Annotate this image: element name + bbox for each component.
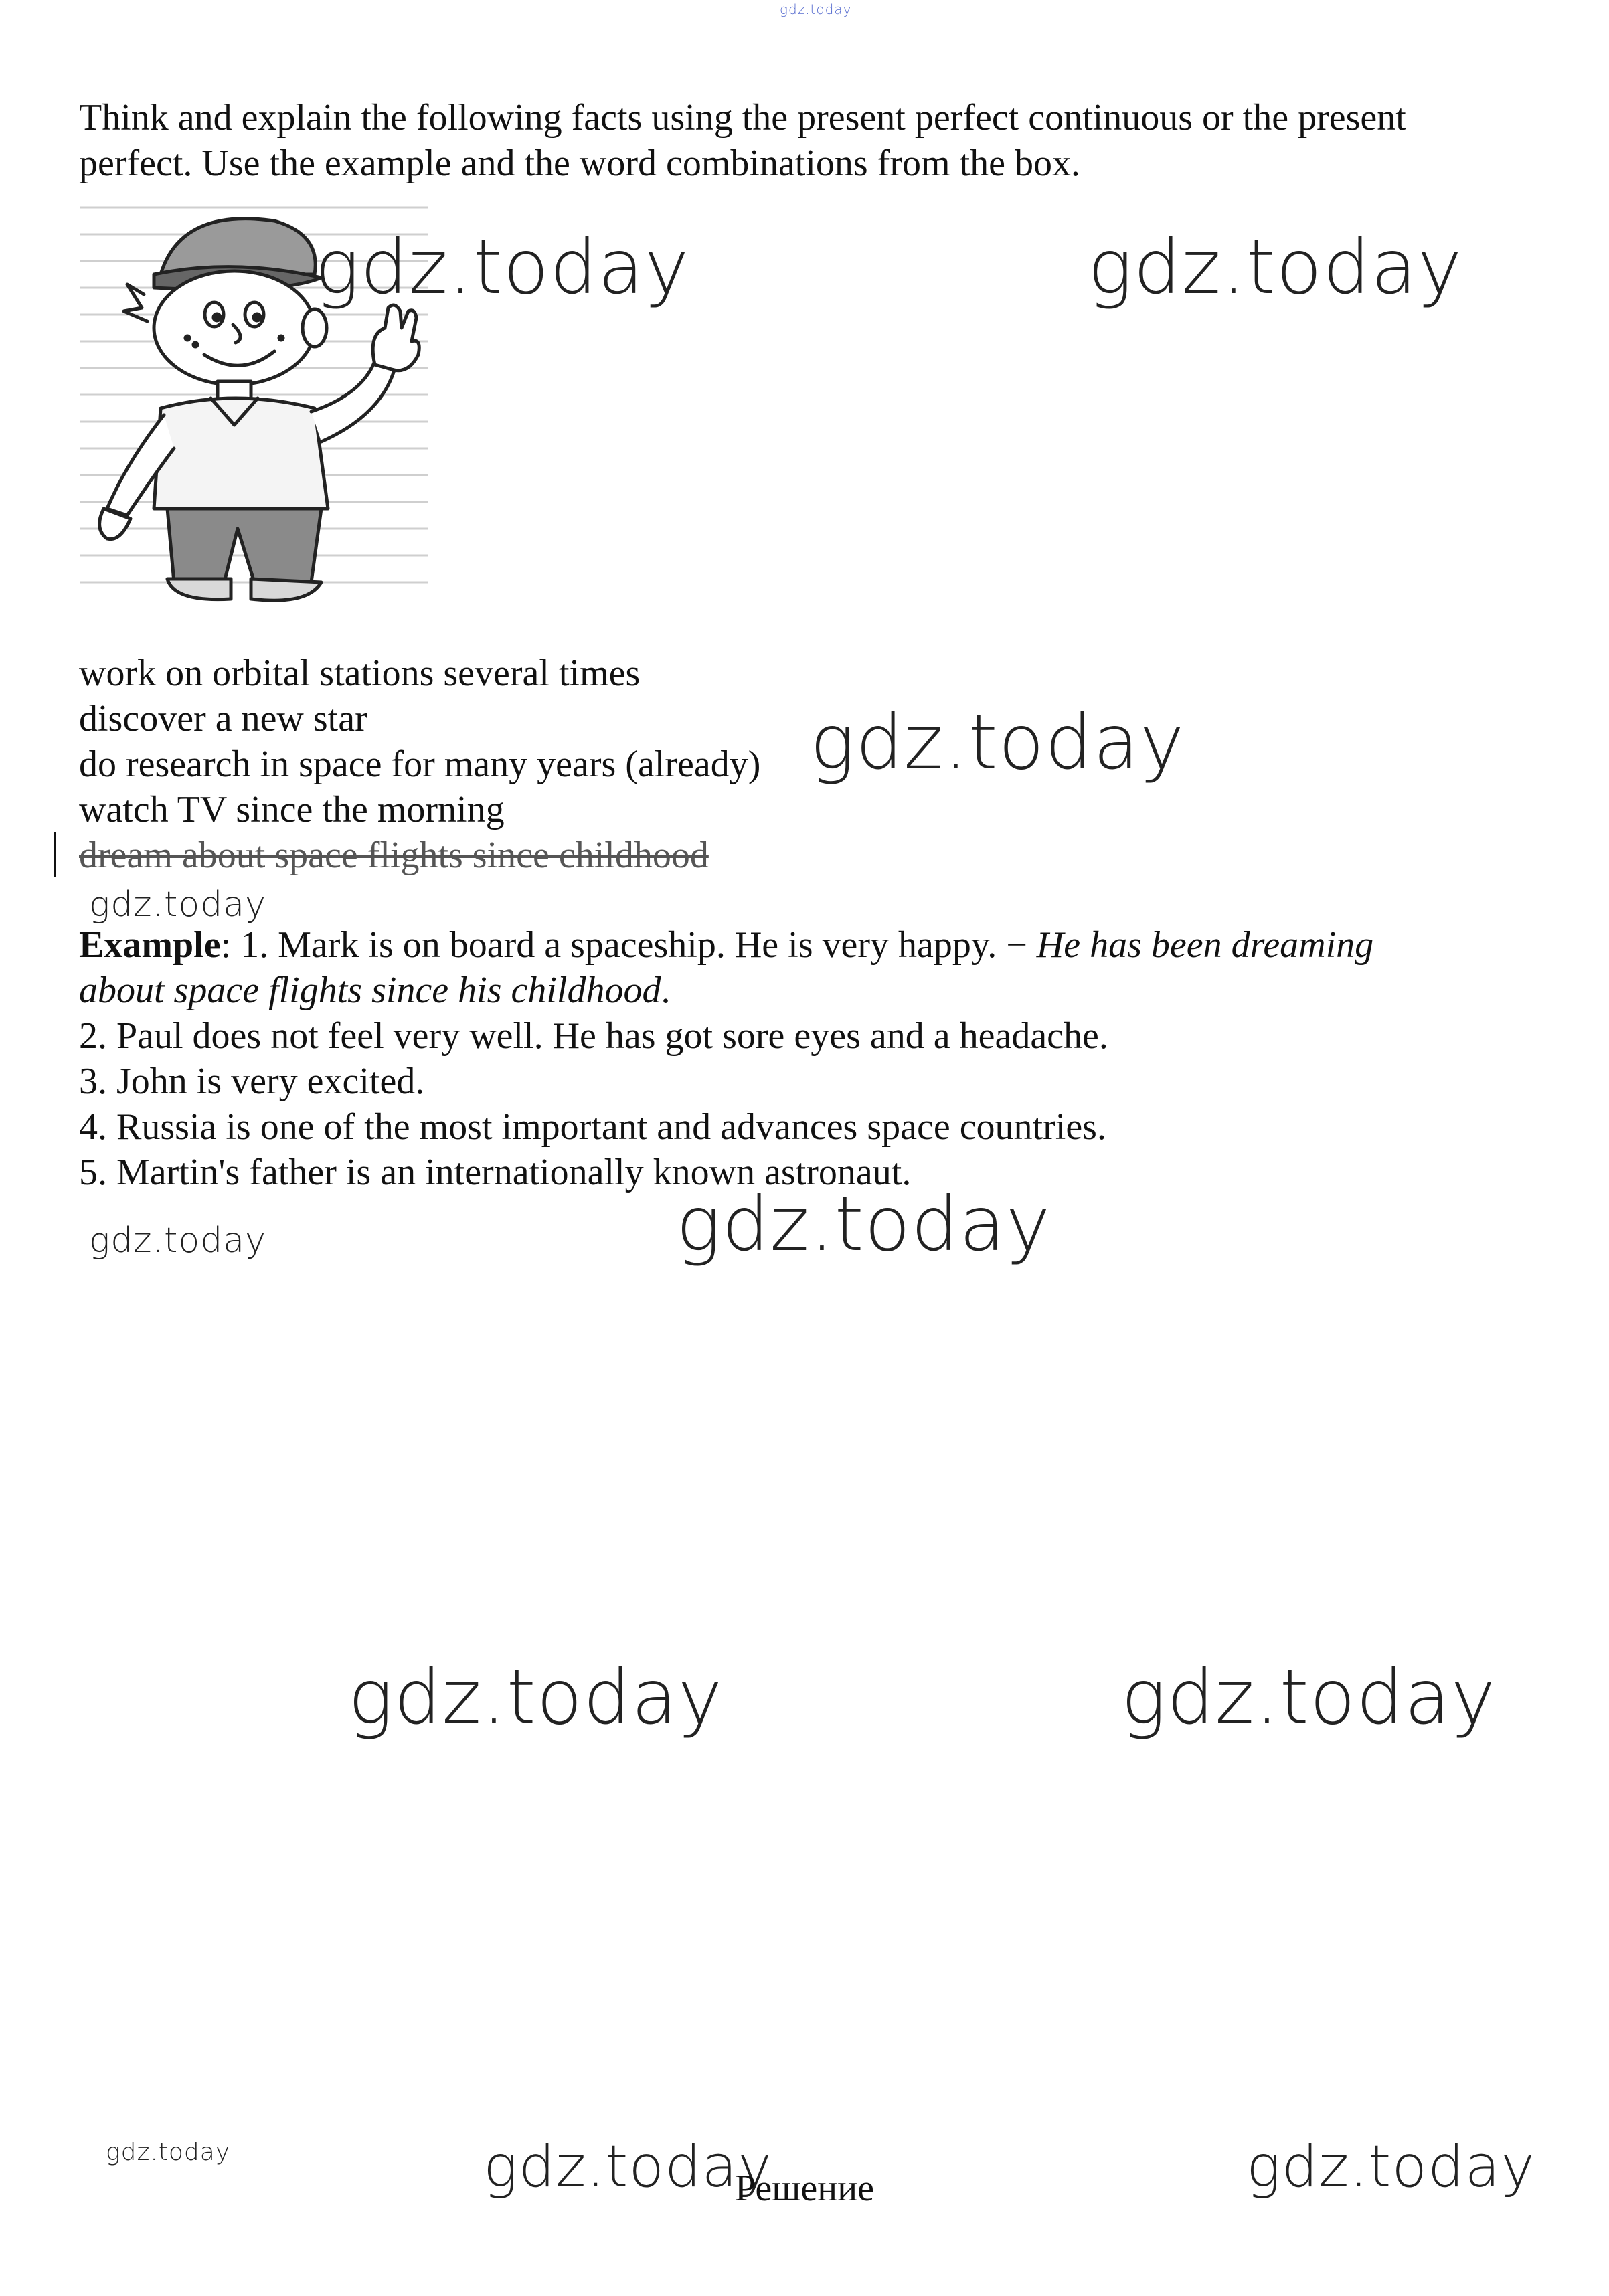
watermark: gdz.today — [89, 1221, 266, 1261]
example-label: Example — [79, 924, 221, 966]
task-item: 4. Russia is one of the most important and advances space countries. — [79, 1106, 1106, 1148]
instruction-line-2: perfect. Use the example and the word combinations from the box. — [79, 143, 1080, 184]
word-box-item: watch TV since the morning — [79, 789, 505, 830]
watermark: gdz.today — [89, 885, 266, 925]
word-box-item-used: dream about space flights since childhood — [79, 834, 709, 876]
watermark: gdz.today — [348, 1654, 724, 1741]
task-item: 5. Martin's father is an internationally known astronaut. — [79, 1152, 912, 1193]
example-line-2 — [79, 968, 670, 1013]
watermark: gdz.today — [1088, 224, 1463, 311]
watermark: gdz.today — [676, 1181, 1051, 1268]
solution-label: Решение — [735, 2168, 875, 2209]
instruction-line-1: Think and explain the following facts using the present perfect continuous or the present — [79, 97, 1406, 139]
watermark: gdz.today — [810, 699, 1185, 786]
example-period: . — [661, 970, 671, 1011]
word-box-item: do research in space for many years (already) — [79, 743, 761, 785]
example-line-1 — [79, 922, 1373, 968]
watermark: gdz.today — [106, 2139, 231, 2166]
example-prompt: 1. Mark is on board a spaceship. He is very happy. − — [231, 924, 1037, 966]
watermark-top: gdz.today — [780, 1, 852, 17]
watermark: gdz.today — [483, 2133, 773, 2200]
task-item: 2. Paul does not feel very well. He has got sore eyes and a headache. — [79, 1015, 1108, 1057]
task-item: 3. John is very excited. — [79, 1061, 425, 1102]
example-answer-part-2: about space flights since his childhood — [79, 970, 661, 1011]
word-box-item: work on orbital stations several times — [79, 652, 641, 694]
example-answer-part-1: He has been dreaming — [1036, 924, 1374, 966]
word-box-item: discover a new star — [79, 698, 367, 739]
watermark: gdz.today — [1246, 2133, 1536, 2200]
watermark: gdz.today — [1121, 1654, 1497, 1741]
text-cursor — [54, 832, 56, 877]
watermark: gdz.today — [315, 224, 690, 311]
example-colon: : — [220, 924, 232, 966]
